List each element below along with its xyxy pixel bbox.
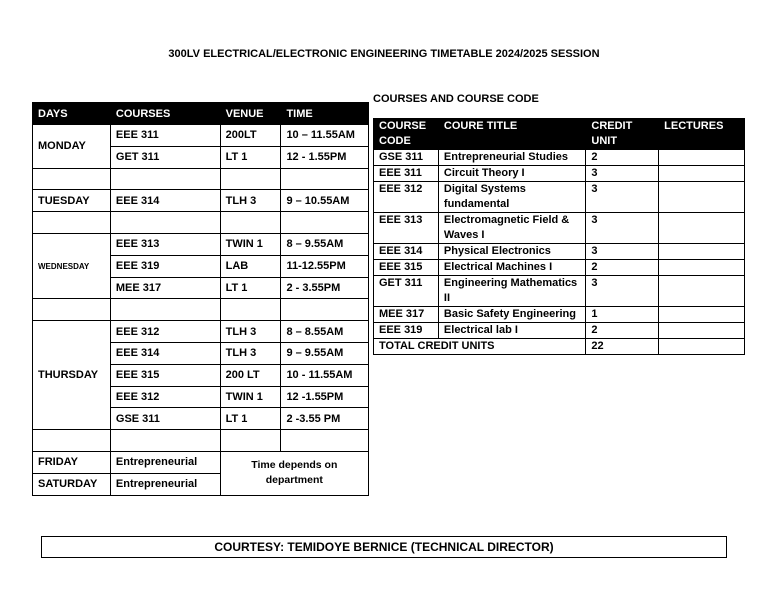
venue-cell: TLH 3 bbox=[220, 321, 281, 343]
header-courses: COURSES bbox=[110, 103, 220, 125]
units-cell: 1 bbox=[586, 307, 659, 323]
code-cell: GSE 311 bbox=[374, 150, 439, 166]
time-cell: 8 – 9.55AM bbox=[281, 233, 369, 255]
table-row bbox=[374, 323, 745, 339]
day-monday: MONDAY bbox=[33, 125, 111, 169]
spacer-row bbox=[33, 212, 369, 234]
code-cell: EEE 315 bbox=[374, 260, 439, 276]
table-row bbox=[33, 190, 369, 212]
venue-cell: TWIN 1 bbox=[220, 233, 281, 255]
table-row bbox=[33, 125, 369, 147]
title-cell: Circuit Theory I bbox=[438, 166, 585, 182]
units-cell: 3 bbox=[586, 182, 659, 213]
table-row bbox=[33, 451, 369, 473]
spacer-row bbox=[33, 299, 369, 321]
course-cell: GSE 311 bbox=[110, 408, 220, 430]
course-cell: EEE 315 bbox=[110, 364, 220, 386]
table-row bbox=[374, 260, 745, 276]
table-row bbox=[374, 244, 745, 260]
courses-header-row bbox=[374, 119, 745, 150]
code-cell: EEE 314 bbox=[374, 244, 439, 260]
course-cell: MEE 317 bbox=[110, 277, 220, 299]
venue-cell: LT 1 bbox=[220, 408, 281, 430]
lectures-cell bbox=[659, 182, 745, 213]
title-cell: Physical Electronics bbox=[438, 244, 585, 260]
table-row bbox=[374, 276, 745, 307]
table-row bbox=[374, 213, 745, 244]
page-title: 300LV ELECTRICAL/ELECTRONIC ENGINEERING TIMETABLE 2024/2025 SESSION bbox=[168, 48, 600, 60]
venue-cell: LAB bbox=[220, 255, 281, 277]
table-row bbox=[33, 233, 369, 255]
lectures-cell bbox=[659, 276, 745, 307]
lectures-cell bbox=[659, 260, 745, 276]
units-cell: 3 bbox=[586, 276, 659, 307]
day-friday: FRIDAY bbox=[33, 451, 111, 473]
title-cell: Electrical lab I bbox=[438, 323, 585, 339]
header-lectures: LECTURES bbox=[659, 119, 745, 150]
lectures-cell bbox=[659, 307, 745, 323]
code-cell: GET 311 bbox=[374, 276, 439, 307]
code-cell: EEE 319 bbox=[374, 323, 439, 339]
header-venue: VENUE bbox=[220, 103, 281, 125]
units-cell: 3 bbox=[586, 166, 659, 182]
table-row bbox=[374, 166, 745, 182]
units-cell: 3 bbox=[586, 244, 659, 260]
total-credit-value: 22 bbox=[586, 339, 659, 355]
courtesy-footer: COURTESY: TEMIDOYE BERNICE (TECHNICAL DIRECTOR) bbox=[41, 536, 727, 558]
time-cell: 10 - 11.55AM bbox=[281, 364, 369, 386]
code-cell: EEE 312 bbox=[374, 182, 439, 213]
day-saturday: SATURDAY bbox=[33, 473, 111, 495]
time-cell: 9 – 10.55AM bbox=[281, 190, 369, 212]
title-cell: Entrepreneurial Studies bbox=[438, 150, 585, 166]
header-days: DAYS bbox=[33, 103, 111, 125]
course-cell: EEE 311 bbox=[110, 125, 220, 147]
time-cell: 2 -3.55 PM bbox=[281, 408, 369, 430]
course-cell: EEE 312 bbox=[110, 321, 220, 343]
title-cell: Electrical Machines I bbox=[438, 260, 585, 276]
table-row bbox=[374, 182, 745, 213]
lectures-cell bbox=[659, 150, 745, 166]
time-cell: 11-12.55PM bbox=[281, 255, 369, 277]
day-wednesday: WEDNESDAY bbox=[33, 233, 111, 298]
units-cell: 2 bbox=[586, 260, 659, 276]
course-cell: EEE 319 bbox=[110, 255, 220, 277]
total-row bbox=[374, 339, 745, 355]
code-cell: EEE 313 bbox=[374, 213, 439, 244]
lectures-cell bbox=[659, 323, 745, 339]
table-row bbox=[374, 307, 745, 323]
day-tuesday: TUESDAY bbox=[33, 190, 111, 212]
course-code-table bbox=[373, 118, 745, 355]
venue-cell: TLH 3 bbox=[220, 190, 281, 212]
timetable bbox=[32, 102, 369, 496]
time-cell: 12 -1.55PM bbox=[281, 386, 369, 408]
title-cell: Electromagnetic Field & Waves I bbox=[438, 213, 585, 244]
header-course-code: COURSE CODE bbox=[374, 119, 439, 150]
course-cell: EEE 313 bbox=[110, 233, 220, 255]
header-credit-unit: CREDIT UNIT bbox=[586, 119, 659, 150]
title-cell: Basic Safety Engineering bbox=[438, 307, 585, 323]
total-credit-label: TOTAL CREDIT UNITS bbox=[374, 339, 586, 355]
courses-subtitle: COURSES AND COURSE CODE bbox=[373, 93, 539, 105]
venue-cell: TLH 3 bbox=[220, 342, 281, 364]
venue-cell: LT 1 bbox=[220, 146, 281, 168]
course-cell: EEE 314 bbox=[110, 190, 220, 212]
lectures-cell bbox=[659, 166, 745, 182]
course-cell: EEE 314 bbox=[110, 342, 220, 364]
spacer-row bbox=[33, 168, 369, 190]
time-cell: 2 - 3.55PM bbox=[281, 277, 369, 299]
units-cell: 2 bbox=[586, 323, 659, 339]
title-cell: Engineering Mathematics II bbox=[438, 276, 585, 307]
weekend-time-note: Time depends on department bbox=[220, 451, 368, 495]
time-cell: 12 - 1.55PM bbox=[281, 146, 369, 168]
header-course-title: COURE TITLE bbox=[438, 119, 585, 150]
course-cell: Entrepreneurial bbox=[110, 473, 220, 495]
table-row bbox=[33, 321, 369, 343]
code-cell: MEE 317 bbox=[374, 307, 439, 323]
code-cell: EEE 311 bbox=[374, 166, 439, 182]
venue-cell: TWIN 1 bbox=[220, 386, 281, 408]
time-cell: 8 – 8.55AM bbox=[281, 321, 369, 343]
timetable-header-row bbox=[33, 103, 369, 125]
header-time: TIME bbox=[281, 103, 369, 125]
lectures-cell bbox=[659, 244, 745, 260]
units-cell: 3 bbox=[586, 213, 659, 244]
time-cell: 9 – 9.55AM bbox=[281, 342, 369, 364]
spacer-row bbox=[33, 430, 369, 452]
venue-cell: LT 1 bbox=[220, 277, 281, 299]
venue-cell: 200LT bbox=[220, 125, 281, 147]
lectures-cell bbox=[659, 213, 745, 244]
course-cell: Entrepreneurial bbox=[110, 451, 220, 473]
lectures-cell bbox=[659, 339, 745, 355]
course-cell: EEE 312 bbox=[110, 386, 220, 408]
table-row bbox=[374, 150, 745, 166]
time-cell: 10 – 11.55AM bbox=[281, 125, 369, 147]
day-thursday: THURSDAY bbox=[33, 321, 111, 430]
title-cell: Digital Systems fundamental bbox=[438, 182, 585, 213]
course-cell: GET 311 bbox=[110, 146, 220, 168]
venue-cell: 200 LT bbox=[220, 364, 281, 386]
units-cell: 2 bbox=[586, 150, 659, 166]
